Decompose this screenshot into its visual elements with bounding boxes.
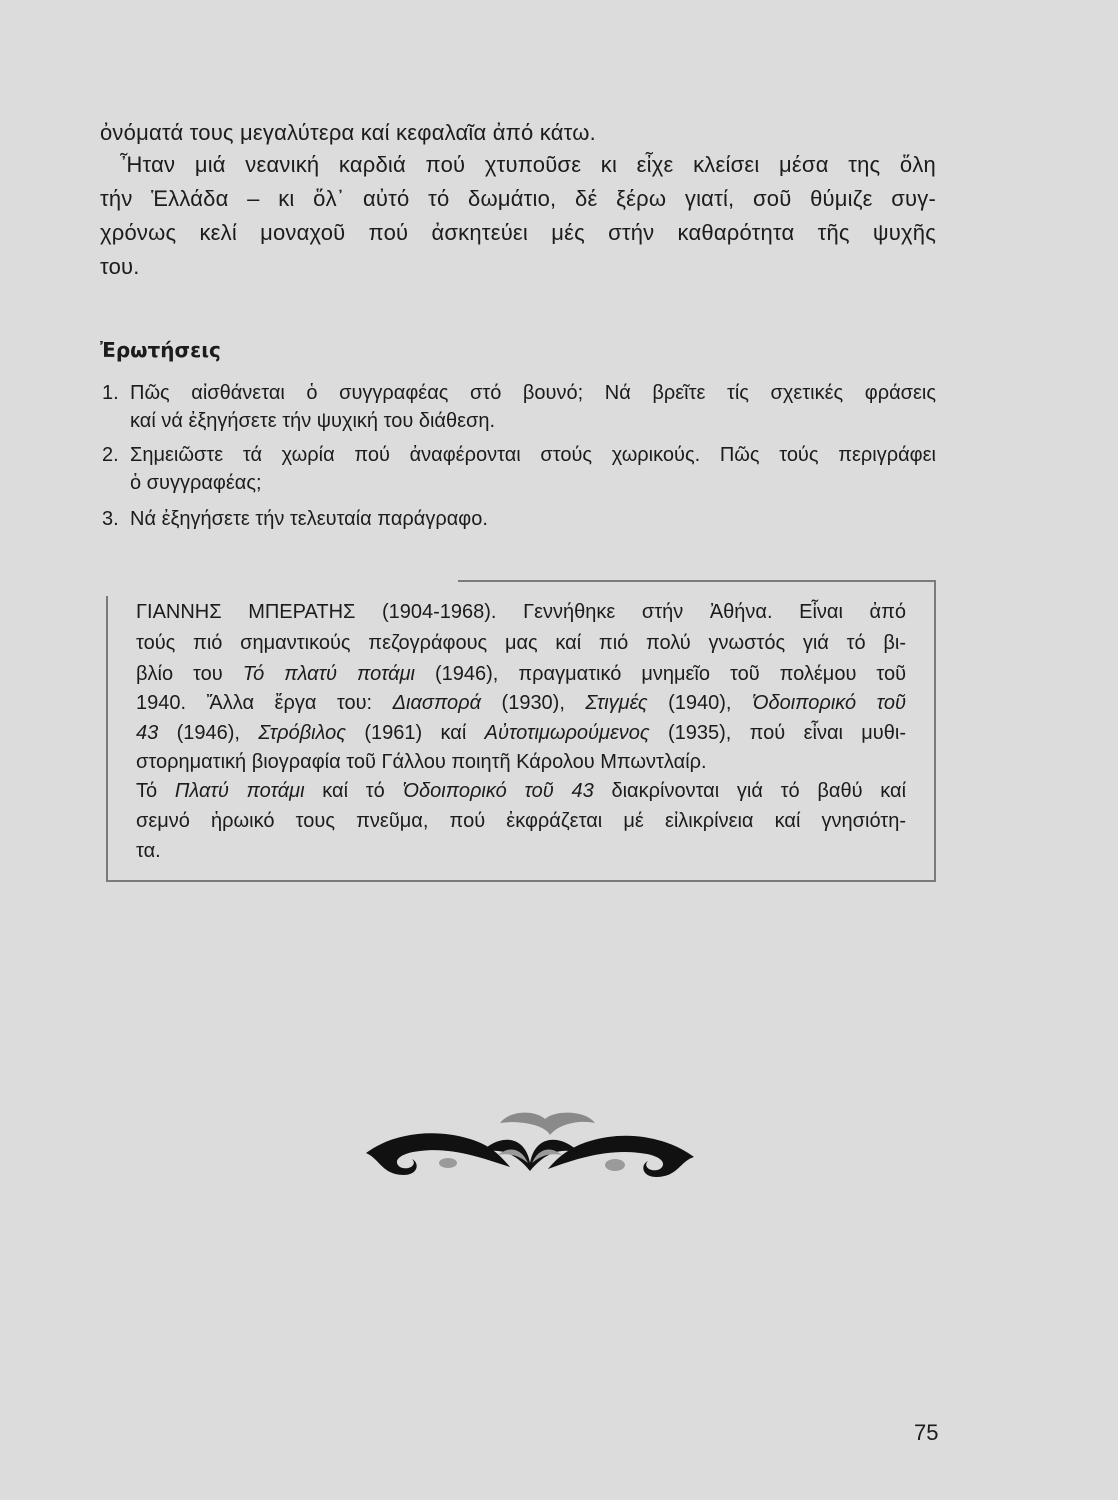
question-text: Πῶς αἰσθάνεται ὁ συγγραφέας στό βουνό; Νά βρεῖτε τίς σχετικές φράσεις	[130, 382, 936, 404]
paragraph-line: ὀνόματά τους μεγαλύτερα καί κεφαλαῖα ἀπό κάτω.	[100, 120, 596, 145]
bio-line	[136, 776, 906, 806]
bio-line: τούς πιό σημαντικούς πεζογράφους μας καί πιό πολύ γνωστός γιά τό βι-	[136, 632, 906, 654]
question-text: καί νά ἐξηγήσετε τήν ψυχική του διάθεση.	[130, 410, 496, 432]
bio-book-title: Αὐτοτιμωρούμενος	[484, 722, 650, 744]
frame-bottom-border	[106, 880, 936, 882]
bio-text: (1946),	[176, 722, 240, 744]
bio-line	[136, 659, 906, 689]
bio-line: ΓΙΑΝΝΗΣ ΜΠΕΡΑΤΗΣ (1904-1968). Γεννήθηκε στήν Ἀθήνα. Εἶναι ἀπό	[136, 601, 906, 623]
bio-text: (1940),	[668, 692, 732, 714]
paragraph-line: τήν Ἑλλάδα – κι ὅλ᾽ αὐτό τό δωμάτιο, δέ ξέρω γιατί, σοῦ θύμιζε συγ-	[100, 186, 936, 211]
bio-text: (1930),	[501, 692, 565, 714]
bio-line: τα.	[136, 840, 161, 862]
bio-text: (1961) καί	[364, 722, 467, 744]
bio-book-title: Πλατύ ποτάμι	[174, 780, 305, 802]
bio-text: (1935), πού εἶναι μυθι-	[667, 722, 906, 744]
bio-book-title: Στιγμές	[585, 692, 648, 714]
bio-book-title: 43	[136, 722, 159, 744]
bio-book-title: Ὁδοιπορικό τοῦ	[751, 692, 906, 714]
questions-heading: Ἐρωτήσεις	[100, 338, 221, 362]
frame-left-border	[106, 596, 108, 882]
bio-text: Τό	[136, 780, 158, 802]
question-text: ὁ συγγραφέας;	[130, 472, 262, 494]
page-number: 75	[914, 1420, 939, 1445]
question-text: Σημειῶστε τά χωρία πού ἀναφέρονται στούς χωρικούς. Πῶς τούς περιγράφει	[130, 444, 936, 466]
bio-book-title: Διασπορά	[392, 692, 482, 714]
frame-right-border	[934, 580, 936, 882]
bio-line	[136, 688, 906, 718]
bio-text: (1946), πραγματικό μνημεῖο τοῦ πολέμου τοῦ	[434, 663, 907, 685]
question-number: 1.	[102, 382, 119, 404]
bio-text: βλίο του	[136, 663, 223, 685]
paragraph-line: του.	[100, 254, 140, 279]
bio-book-title: Ὁδοιπορικό τοῦ 43	[402, 780, 594, 802]
question-number: 2.	[102, 444, 119, 466]
question-text: Νά ἐξηγήσετε τήν τελευταία παράγραφο.	[130, 508, 488, 530]
bio-text: 1940. Ἄλλα ἔργα του:	[136, 692, 373, 714]
bio-line: στορηματική βιογραφία τοῦ Γάλλου ποιητῆ Κάρολου Μπωντλαίρ.	[136, 751, 707, 773]
bio-text: διακρίνονται γιά τό βαθύ καί	[611, 780, 907, 802]
bio-line: σεμνό ἡρωικό τους πνεῦμα, πού ἐκφράζεται μέ εἰλικρίνεια καί γνησιότη-	[136, 810, 906, 832]
author-bio-box	[106, 580, 936, 880]
paragraph-line: χρόνως κελί μοναχοῦ πού ἀσκητεύει μές στήν καθαρότητα τῆς ψυχῆς	[100, 220, 936, 245]
bio-book-title: Τό πλατύ ποτάμι	[242, 663, 415, 685]
bio-line	[136, 718, 906, 748]
question-number: 3.	[102, 508, 119, 530]
bio-text: καί τό	[322, 780, 385, 802]
decorative-ornament-icon	[360, 1105, 700, 1185]
bio-book-title: Στρόβιλος	[258, 722, 346, 744]
paragraph-line: Ἦταν μιά νεανική καρδιά πού χτυποῦσε κι εἶχε κλείσει μέσα της ὅλη	[120, 152, 936, 177]
frame-top-border	[458, 580, 936, 582]
